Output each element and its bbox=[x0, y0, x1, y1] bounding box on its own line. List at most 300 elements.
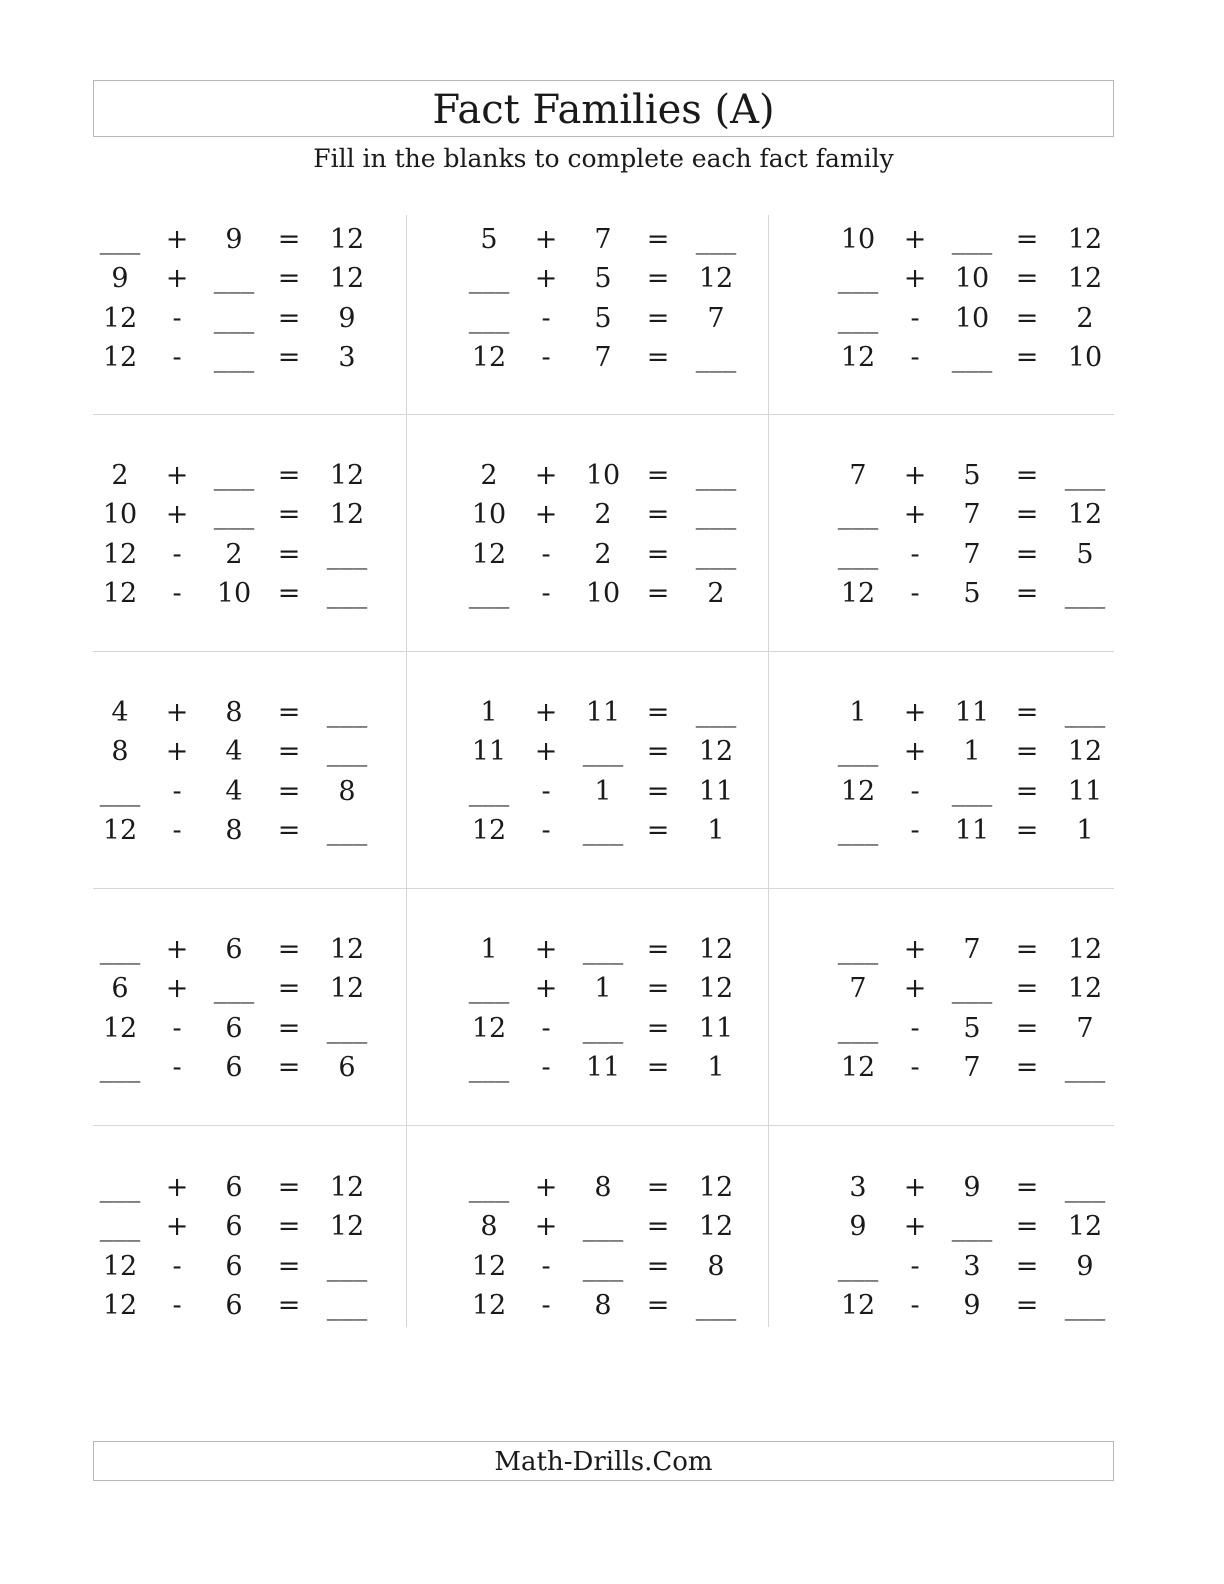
operator: + bbox=[165, 973, 189, 1005]
row-divider bbox=[93, 1125, 1114, 1126]
first-number: 12 bbox=[840, 1289, 876, 1321]
answer-blank[interactable]: ___ bbox=[582, 1211, 624, 1243]
answer-blank[interactable]: ___ bbox=[326, 697, 368, 728]
equation-row bbox=[831, 535, 1121, 574]
operator: - bbox=[172, 577, 182, 609]
answer-blank[interactable]: ___ bbox=[99, 1051, 141, 1083]
operator: + bbox=[534, 1211, 558, 1243]
equation-row bbox=[831, 1048, 1121, 1087]
answer-blank[interactable]: ___ bbox=[582, 1012, 624, 1044]
fact-family-problem bbox=[93, 456, 383, 616]
equals-sign: = bbox=[277, 934, 301, 965]
first-number: 12 bbox=[840, 775, 876, 807]
answer-blank[interactable]: ___ bbox=[582, 736, 624, 768]
result: 12 bbox=[329, 1211, 365, 1243]
first-number: 3 bbox=[849, 1172, 867, 1203]
operator: + bbox=[534, 263, 558, 295]
operator: - bbox=[541, 1012, 551, 1044]
second-number: 11 bbox=[585, 697, 621, 728]
answer-blank[interactable]: ___ bbox=[326, 1012, 368, 1044]
equals-sign: = bbox=[1015, 1172, 1039, 1203]
equation-row bbox=[93, 772, 383, 811]
equation-row bbox=[462, 535, 752, 574]
equation-row bbox=[831, 732, 1121, 771]
answer-blank[interactable]: ___ bbox=[99, 934, 141, 965]
result: 12 bbox=[329, 934, 365, 965]
answer-blank[interactable]: ___ bbox=[468, 302, 510, 334]
operator: - bbox=[172, 341, 182, 373]
fact-family-problem bbox=[831, 220, 1121, 380]
equation-row bbox=[93, 811, 383, 850]
second-number: 7 bbox=[963, 1051, 981, 1083]
answer-blank[interactable]: ___ bbox=[837, 1250, 879, 1282]
first-number: 1 bbox=[480, 697, 498, 728]
first-number: 12 bbox=[102, 1250, 138, 1282]
operator: - bbox=[541, 341, 551, 373]
operator: - bbox=[910, 1289, 920, 1321]
first-number: 8 bbox=[111, 736, 129, 768]
operator: - bbox=[541, 1051, 551, 1083]
second-number: 1 bbox=[963, 736, 981, 768]
equation-row bbox=[462, 969, 752, 1008]
equation-row bbox=[462, 299, 752, 338]
equals-sign: = bbox=[646, 577, 670, 609]
answer-blank[interactable]: ___ bbox=[213, 499, 255, 531]
equation-row bbox=[462, 495, 752, 534]
equation-row bbox=[831, 495, 1121, 534]
answer-blank[interactable]: ___ bbox=[695, 341, 737, 373]
second-number: 6 bbox=[225, 1250, 243, 1282]
result: 2 bbox=[1076, 302, 1094, 334]
worksheet-instructions: Fill in the blanks to complete each fact family bbox=[313, 144, 894, 173]
result: 8 bbox=[338, 775, 356, 807]
second-number: 5 bbox=[963, 577, 981, 609]
first-number: 12 bbox=[840, 341, 876, 373]
fact-family-problem bbox=[831, 693, 1121, 853]
answer-blank[interactable]: ___ bbox=[468, 1172, 510, 1203]
fact-family-problem bbox=[93, 1168, 383, 1328]
equation-row bbox=[462, 1168, 752, 1207]
answer-blank[interactable]: ___ bbox=[1064, 697, 1106, 728]
equals-sign: = bbox=[277, 973, 301, 1005]
equation-row bbox=[93, 1048, 383, 1087]
answer-blank[interactable]: ___ bbox=[213, 263, 255, 295]
answer-blank[interactable]: ___ bbox=[582, 934, 624, 965]
operator: + bbox=[165, 224, 189, 255]
equation-row bbox=[462, 338, 752, 377]
equals-sign: = bbox=[646, 224, 670, 255]
answer-blank[interactable]: ___ bbox=[99, 1172, 141, 1203]
answer-blank[interactable]: ___ bbox=[1064, 1051, 1106, 1083]
equals-sign: = bbox=[646, 460, 670, 491]
first-number: 8 bbox=[480, 1211, 498, 1243]
result: 12 bbox=[329, 263, 365, 295]
first-number: 5 bbox=[480, 224, 498, 255]
second-number: 10 bbox=[585, 460, 621, 491]
equals-sign: = bbox=[277, 1172, 301, 1203]
equals-sign: = bbox=[277, 697, 301, 728]
equation-row bbox=[462, 574, 752, 613]
second-number: 6 bbox=[225, 1051, 243, 1083]
second-number: 4 bbox=[225, 736, 243, 768]
fact-family-problem bbox=[93, 930, 383, 1090]
first-number: 9 bbox=[849, 1211, 867, 1243]
answer-blank[interactable]: ___ bbox=[1064, 1172, 1106, 1203]
answer-blank[interactable]: ___ bbox=[837, 263, 879, 295]
answer-blank[interactable]: ___ bbox=[468, 263, 510, 295]
equals-sign: = bbox=[646, 814, 670, 846]
equals-sign: = bbox=[277, 577, 301, 609]
first-number: 2 bbox=[480, 460, 498, 491]
answer-blank[interactable]: ___ bbox=[213, 302, 255, 334]
answer-blank[interactable]: ___ bbox=[951, 224, 993, 255]
result: 12 bbox=[1067, 263, 1103, 295]
equals-sign: = bbox=[646, 973, 670, 1005]
answer-blank[interactable]: ___ bbox=[213, 973, 255, 1005]
equals-sign: = bbox=[1015, 973, 1039, 1005]
equation-row bbox=[831, 811, 1121, 850]
second-number: 5 bbox=[594, 263, 612, 295]
equals-sign: = bbox=[1015, 1051, 1039, 1083]
result: 7 bbox=[1076, 1012, 1094, 1044]
equation-row bbox=[462, 1048, 752, 1087]
answer-blank[interactable]: ___ bbox=[468, 577, 510, 609]
second-number: 2 bbox=[594, 538, 612, 570]
equation-row bbox=[93, 693, 383, 732]
equals-sign: = bbox=[1015, 775, 1039, 807]
equals-sign: = bbox=[277, 460, 301, 491]
answer-blank[interactable]: ___ bbox=[468, 1051, 510, 1083]
second-number: 7 bbox=[963, 538, 981, 570]
worksheet-title-box bbox=[93, 80, 1114, 137]
equals-sign: = bbox=[1015, 577, 1039, 609]
answer-blank[interactable]: ___ bbox=[695, 697, 737, 728]
answer-blank[interactable]: ___ bbox=[1064, 577, 1106, 609]
equation-row bbox=[93, 930, 383, 969]
result: 5 bbox=[1076, 538, 1094, 570]
result: 12 bbox=[329, 1172, 365, 1203]
equation-row bbox=[93, 969, 383, 1008]
first-number: 10 bbox=[471, 499, 507, 531]
second-number: 9 bbox=[963, 1172, 981, 1203]
equals-sign: = bbox=[646, 775, 670, 807]
result: 2 bbox=[707, 577, 725, 609]
operator: + bbox=[534, 934, 558, 965]
equals-sign: = bbox=[1015, 1211, 1039, 1243]
equals-sign: = bbox=[1015, 1250, 1039, 1282]
operator: - bbox=[172, 1289, 182, 1321]
first-number: 12 bbox=[102, 1289, 138, 1321]
equation-row bbox=[831, 299, 1121, 338]
equation-row bbox=[93, 1009, 383, 1048]
equation-row bbox=[462, 1286, 752, 1325]
first-number: 12 bbox=[471, 538, 507, 570]
fact-family-problem bbox=[462, 456, 752, 616]
operator: + bbox=[165, 1172, 189, 1203]
equals-sign: = bbox=[277, 341, 301, 373]
operator: + bbox=[534, 224, 558, 255]
equals-sign: = bbox=[1015, 538, 1039, 570]
equals-sign: = bbox=[277, 1250, 301, 1282]
equals-sign: = bbox=[1015, 697, 1039, 728]
second-number: 10 bbox=[954, 263, 990, 295]
equals-sign: = bbox=[646, 934, 670, 965]
answer-blank[interactable]: ___ bbox=[1064, 460, 1106, 491]
answer-blank[interactable]: ___ bbox=[99, 1211, 141, 1243]
operator: + bbox=[165, 1211, 189, 1243]
second-number: 6 bbox=[225, 934, 243, 965]
answer-blank[interactable]: ___ bbox=[99, 224, 141, 255]
second-number: 2 bbox=[594, 499, 612, 531]
operator: + bbox=[534, 1172, 558, 1203]
result: 12 bbox=[698, 934, 734, 965]
equals-sign: = bbox=[1015, 1012, 1039, 1044]
equation-row bbox=[93, 1286, 383, 1325]
operator: + bbox=[903, 934, 927, 965]
worksheet-title: Fact Families (A) bbox=[432, 87, 775, 133]
answer-blank[interactable]: ___ bbox=[951, 973, 993, 1005]
result: 12 bbox=[1067, 973, 1103, 1005]
result: 10 bbox=[1067, 341, 1103, 373]
equals-sign: = bbox=[1015, 302, 1039, 334]
answer-blank[interactable]: ___ bbox=[213, 341, 255, 373]
first-number: 12 bbox=[471, 1012, 507, 1044]
result: 6 bbox=[338, 1051, 356, 1083]
operator: - bbox=[910, 1051, 920, 1083]
result: 12 bbox=[1067, 499, 1103, 531]
fact-family-grid bbox=[93, 215, 1114, 1327]
operator: + bbox=[534, 697, 558, 728]
answer-blank[interactable]: ___ bbox=[695, 1289, 737, 1321]
fact-family-problem bbox=[93, 220, 383, 380]
equation-row bbox=[831, 574, 1121, 613]
answer-blank[interactable]: ___ bbox=[326, 538, 368, 570]
equation-row bbox=[462, 1207, 752, 1246]
answer-blank[interactable]: ___ bbox=[837, 538, 879, 570]
result: 12 bbox=[698, 973, 734, 1005]
equals-sign: = bbox=[277, 263, 301, 295]
equation-row bbox=[831, 1168, 1121, 1207]
answer-blank[interactable]: ___ bbox=[951, 775, 993, 807]
answer-blank[interactable]: ___ bbox=[582, 814, 624, 846]
second-number: 4 bbox=[225, 775, 243, 807]
answer-blank[interactable]: ___ bbox=[326, 577, 368, 609]
operator: - bbox=[541, 1289, 551, 1321]
equation-row bbox=[93, 1168, 383, 1207]
operator: - bbox=[172, 538, 182, 570]
operator: - bbox=[541, 1250, 551, 1282]
result: 12 bbox=[1067, 934, 1103, 965]
answer-blank[interactable]: ___ bbox=[695, 460, 737, 491]
row-divider bbox=[93, 888, 1114, 889]
equation-row bbox=[462, 732, 752, 771]
equals-sign: = bbox=[646, 1289, 670, 1321]
operator: + bbox=[903, 697, 927, 728]
answer-blank[interactable]: ___ bbox=[326, 814, 368, 846]
result: 12 bbox=[329, 460, 365, 491]
equation-row bbox=[831, 259, 1121, 298]
equation-row bbox=[462, 772, 752, 811]
fact-family-problem bbox=[831, 930, 1121, 1090]
equation-row bbox=[462, 1009, 752, 1048]
first-number: 12 bbox=[471, 814, 507, 846]
equation-row bbox=[831, 1207, 1121, 1246]
second-number: 8 bbox=[594, 1289, 612, 1321]
second-number: 10 bbox=[954, 302, 990, 334]
equation-row bbox=[93, 338, 383, 377]
answer-blank[interactable]: ___ bbox=[213, 460, 255, 491]
first-number: 12 bbox=[471, 341, 507, 373]
operator: - bbox=[910, 341, 920, 373]
operator: - bbox=[172, 302, 182, 334]
result: 12 bbox=[698, 736, 734, 768]
first-number: 12 bbox=[102, 538, 138, 570]
first-number: 12 bbox=[102, 302, 138, 334]
answer-blank[interactable]: ___ bbox=[951, 341, 993, 373]
answer-blank[interactable]: ___ bbox=[695, 499, 737, 531]
operator: + bbox=[903, 736, 927, 768]
operator: + bbox=[903, 973, 927, 1005]
second-number: 5 bbox=[594, 302, 612, 334]
first-number: 10 bbox=[102, 499, 138, 531]
second-number: 10 bbox=[585, 577, 621, 609]
operator: + bbox=[165, 736, 189, 768]
second-number: 7 bbox=[594, 224, 612, 255]
operator: + bbox=[165, 697, 189, 728]
first-number: 10 bbox=[840, 224, 876, 255]
result: 12 bbox=[329, 973, 365, 1005]
equation-row bbox=[93, 574, 383, 613]
result: 12 bbox=[1067, 736, 1103, 768]
equals-sign: = bbox=[277, 775, 301, 807]
operator: + bbox=[534, 460, 558, 491]
fact-family-problem bbox=[831, 1168, 1121, 1328]
answer-blank[interactable]: ___ bbox=[837, 499, 879, 531]
equation-row bbox=[831, 456, 1121, 495]
second-number: 11 bbox=[954, 697, 990, 728]
operator: - bbox=[910, 577, 920, 609]
first-number: 7 bbox=[849, 973, 867, 1005]
equation-row bbox=[831, 338, 1121, 377]
operator: - bbox=[541, 814, 551, 846]
operator: + bbox=[534, 973, 558, 1005]
answer-blank[interactable]: ___ bbox=[326, 1250, 368, 1282]
equation-row bbox=[462, 456, 752, 495]
equals-sign: = bbox=[1015, 1289, 1039, 1321]
answer-blank[interactable]: ___ bbox=[582, 1250, 624, 1282]
first-number: 6 bbox=[111, 973, 129, 1005]
equation-row bbox=[462, 259, 752, 298]
equals-sign: = bbox=[646, 341, 670, 373]
operator: + bbox=[165, 460, 189, 491]
answer-blank[interactable]: ___ bbox=[1064, 1289, 1106, 1321]
first-number: 12 bbox=[840, 1051, 876, 1083]
answer-blank[interactable]: ___ bbox=[837, 814, 879, 846]
second-number: 10 bbox=[216, 577, 252, 609]
second-number: 7 bbox=[963, 934, 981, 965]
equals-sign: = bbox=[277, 499, 301, 531]
operator: + bbox=[165, 499, 189, 531]
operator: - bbox=[172, 814, 182, 846]
answer-blank[interactable]: ___ bbox=[695, 538, 737, 570]
answer-blank[interactable]: ___ bbox=[326, 1289, 368, 1321]
equation-row bbox=[93, 1247, 383, 1286]
equals-sign: = bbox=[646, 1250, 670, 1282]
second-number: 9 bbox=[963, 1289, 981, 1321]
operator: - bbox=[541, 302, 551, 334]
answer-blank[interactable]: ___ bbox=[837, 736, 879, 768]
answer-blank[interactable]: ___ bbox=[99, 775, 141, 807]
result: 12 bbox=[698, 263, 734, 295]
second-number: 6 bbox=[225, 1211, 243, 1243]
result: 9 bbox=[338, 302, 356, 334]
equation-row bbox=[93, 495, 383, 534]
equals-sign: = bbox=[1015, 263, 1039, 295]
fact-family-problem bbox=[462, 693, 752, 853]
equals-sign: = bbox=[646, 263, 670, 295]
result: 12 bbox=[698, 1211, 734, 1243]
second-number: 5 bbox=[963, 460, 981, 491]
result: 1 bbox=[707, 814, 725, 846]
second-number: 7 bbox=[963, 499, 981, 531]
operator: - bbox=[172, 1012, 182, 1044]
equation-row bbox=[462, 220, 752, 259]
result: 12 bbox=[1067, 224, 1103, 255]
equals-sign: = bbox=[646, 302, 670, 334]
answer-blank[interactable]: ___ bbox=[837, 1012, 879, 1044]
second-number: 9 bbox=[225, 224, 243, 255]
answer-blank[interactable]: ___ bbox=[837, 934, 879, 965]
first-number: 12 bbox=[102, 814, 138, 846]
equals-sign: = bbox=[646, 499, 670, 531]
operator: - bbox=[541, 775, 551, 807]
operator: - bbox=[910, 1012, 920, 1044]
second-number: 3 bbox=[963, 1250, 981, 1282]
second-number: 1 bbox=[594, 973, 612, 1005]
answer-blank[interactable]: ___ bbox=[326, 736, 368, 768]
answer-blank[interactable]: ___ bbox=[468, 973, 510, 1005]
fact-family-problem bbox=[93, 693, 383, 853]
equals-sign: = bbox=[277, 1012, 301, 1044]
equals-sign: = bbox=[277, 814, 301, 846]
equation-row bbox=[93, 1207, 383, 1246]
equals-sign: = bbox=[1015, 499, 1039, 531]
equals-sign: = bbox=[277, 1211, 301, 1243]
result: 12 bbox=[1067, 1211, 1103, 1243]
equals-sign: = bbox=[277, 1289, 301, 1321]
first-number: 12 bbox=[471, 1250, 507, 1282]
operator: + bbox=[903, 1172, 927, 1203]
equation-row bbox=[93, 299, 383, 338]
equation-row bbox=[462, 811, 752, 850]
answer-blank[interactable]: ___ bbox=[695, 224, 737, 255]
row-divider bbox=[93, 414, 1114, 415]
answer-blank[interactable]: ___ bbox=[468, 775, 510, 807]
answer-blank[interactable]: ___ bbox=[951, 1211, 993, 1243]
result: 9 bbox=[1076, 1250, 1094, 1282]
operator: + bbox=[903, 263, 927, 295]
fact-family-problem bbox=[831, 456, 1121, 616]
first-number: 12 bbox=[102, 1012, 138, 1044]
answer-blank[interactable]: ___ bbox=[837, 302, 879, 334]
equation-row bbox=[831, 220, 1121, 259]
equation-row bbox=[831, 969, 1121, 1008]
result: 11 bbox=[1067, 775, 1103, 807]
equals-sign: = bbox=[1015, 814, 1039, 846]
equation-row bbox=[831, 1009, 1121, 1048]
second-number: 8 bbox=[225, 814, 243, 846]
second-number: 11 bbox=[585, 1051, 621, 1083]
